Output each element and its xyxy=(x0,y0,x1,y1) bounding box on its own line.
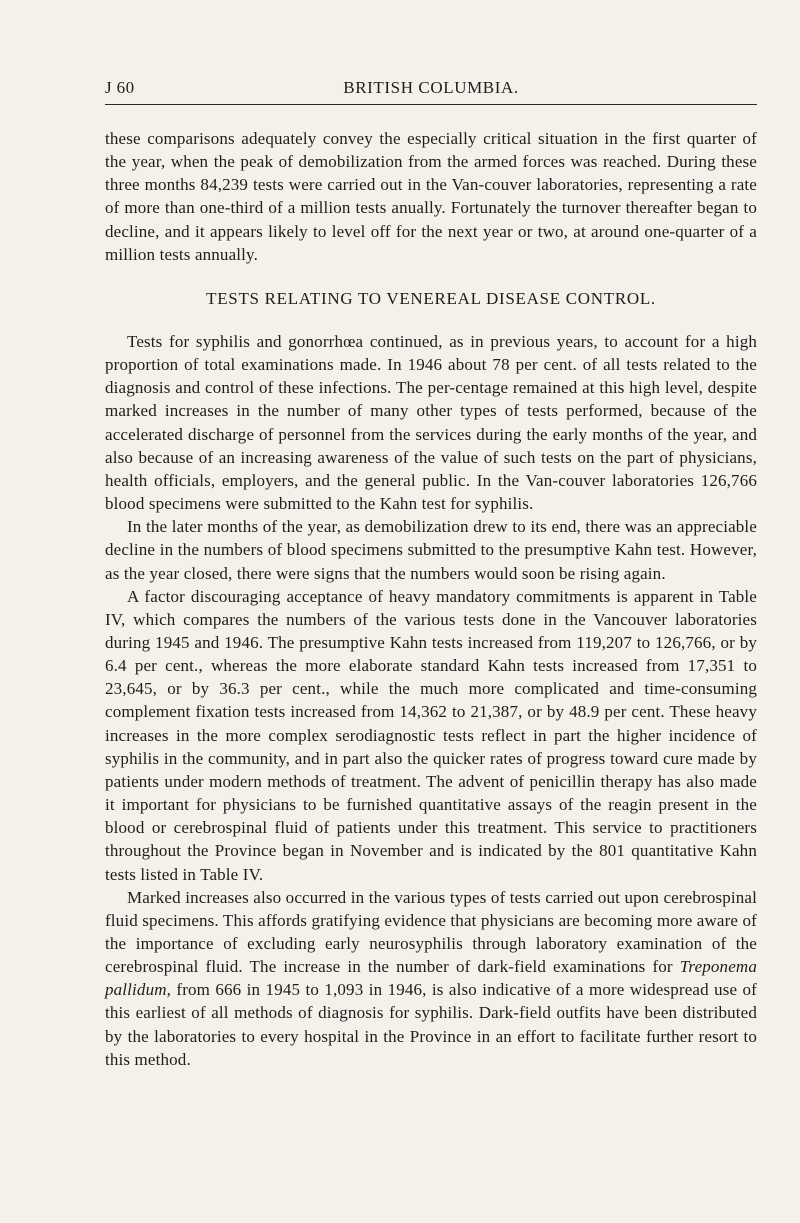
running-header xyxy=(105,78,757,102)
page-folio: J 60 xyxy=(105,78,135,97)
paragraph-3: In the later months of the year, as demobilization drew to its end, there was an appreciable decline in the numbers of blood specimens submitted to the presumptive Kahn test. However, as the year closed, there were signs that the numbers would soon be rising again. xyxy=(105,517,757,583)
paragraph-1: these comparisons adequately convey the especially critical situation in the first quarter of the year, when the peak of demobilization from the armed forces was reached. During these three months 84,239 tests were carried out in the Van-couver laboratories, representing a rate of more than one-third of a million tests anually. Fortunately the turnover thereafter began to decline, and it appears likely to level off for the next year or two, at around one-quarter of a million tests annually. xyxy=(105,129,757,264)
header-rule xyxy=(105,104,757,105)
body-text xyxy=(105,127,757,1071)
section-heading: TESTS RELATING TO VENEREAL DISEASE CONTROL. xyxy=(206,288,656,308)
paragraph-5-text-b: from 666 in 1945 to 1,093 in 1946, is also indicative of a more widespread use of this earliest of all methods of diagnosis for syphilis. Dark-field outfits have been distributed by the laboratories to every hospital in the Province in an effort to facilitate further resort to this method. xyxy=(105,980,757,1069)
paragraph-2: Tests for syphilis and gonorrhœa continued, as in previous years, to account for a high proportion of total examinations made. In 1946 about 78 per cent. of all tests related to the diagnosis and control of these infections. The per-centage remained at this high level, despite marked increases in the number of many other types of tests performed, because of the accelerated discharge of personnel from the services during the early months of the year, and also because of an increasing awareness of the value of such tests on the part of physicians, health officials, employers, and the general public. In the Van-couver laboratories 126,766 blood specimens were submitted to the Kahn test for syphilis. xyxy=(105,331,757,514)
paragraph-4: A factor discouraging acceptance of heavy mandatory commitments is apparent in Table IV, which compares the numbers of the various tests done in the Vancouver laboratories during 1945 and 1946. The presumptive Kahn tests increased from 119,207 to 126,766, or by 6.4 per cent., whereas the more elaborate standard Kahn tests increased from 17,351 to 23,645, or by 36.3 per cent., while the much more complicated and time-consuming complement fixation tests increased from 14,362 to 21,387, or by 48.9 per cent. These heavy increases in the more complex serodiagnostic tests reflect in part the higher incidence of syphilis in the community, and in part also the quicker rates of progress toward cure made by patients under modern methods of treatment. The advent of penicillin therapy has also made it important for physicians to be furnished quantitative assays of the reagin present in the blood or cerebrospinal fluid of patients under this treatment. This service to practitioners throughout the Province began in November and is indicated by the 801 quantitative Kahn tests listed in Table IV. xyxy=(105,586,757,884)
paragraph-5-text-a: Marked increases also occurred in the various types of tests carried out upon cerebrospinal fluid specimens. This affords gratifying evidence that physicians are becoming more aware of the importance of excluding early neurosyphilis through laboratory examination of the cerebrospinal fluid. The increase in the number of dark-field examinations for xyxy=(105,887,757,977)
document-page xyxy=(105,78,757,1071)
running-title: BRITISH COLUMBIA. xyxy=(343,78,519,97)
species-name: Treponema pallidum, xyxy=(105,957,757,1000)
paragraph-5 xyxy=(105,886,757,1071)
